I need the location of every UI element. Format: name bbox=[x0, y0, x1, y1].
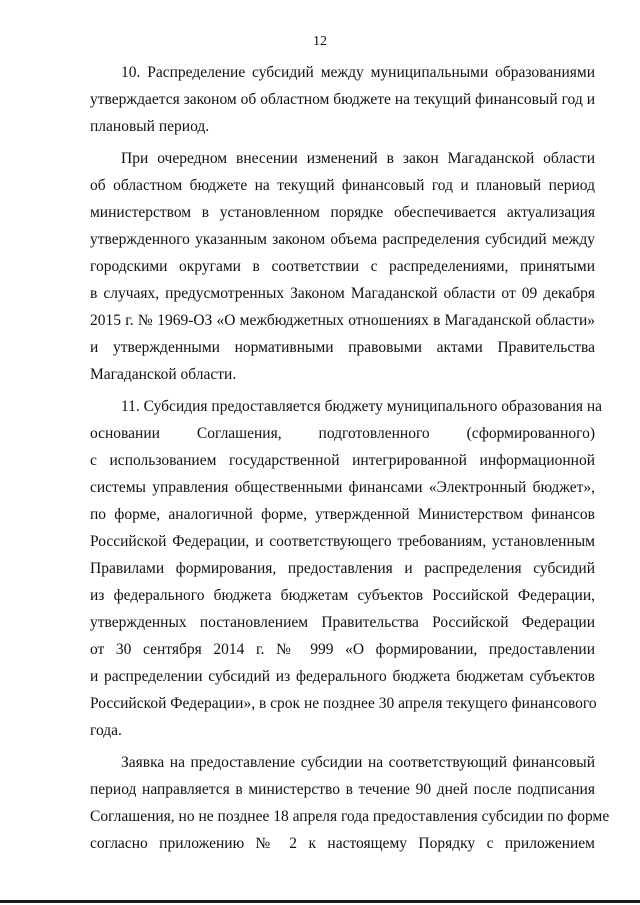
text-line: 11. Субсидия предоставляется бюджету муниципального образования на bbox=[121, 398, 603, 415]
scan-edge-line bbox=[0, 900, 640, 903]
text-line: городскими округами в соответствии с распределениями, принятыми bbox=[90, 258, 595, 275]
text-line: с использованием государственной интегрированной информационной bbox=[90, 452, 595, 469]
text-line: основании Соглашения, подготовленного (сформированного) bbox=[90, 425, 595, 442]
text-line: 2015 г. № 1969-ОЗ «О межбюджетных отношениях в Магаданской области» bbox=[90, 312, 595, 329]
text-line: При очередном внесении изменений в закон Магаданской области bbox=[121, 150, 595, 167]
text-line: от 30 сентября 2014 г. № 999 «О формировании, предоставлении bbox=[90, 641, 595, 658]
text-line: Соглашения, но не позднее 18 апреля года предоставления субсидии по форме bbox=[90, 808, 610, 825]
text-line: утверждается законом об областном бюджете на текущий финансовый год и bbox=[90, 91, 595, 108]
text-line: министерством в установленном порядке обеспечивается актуализация bbox=[90, 204, 595, 221]
text-line: года. bbox=[90, 722, 122, 739]
text-line: из федерального бюджета бюджетам субъектов Российской Федерации, bbox=[90, 587, 595, 604]
text-line: согласно приложению № 2 к настоящему Порядку с приложением bbox=[90, 835, 595, 852]
text-line: 10. Распределение субсидий между муниципальными образованиями bbox=[121, 64, 595, 81]
page-number: 12 bbox=[313, 34, 327, 49]
text-line: Магаданской области. bbox=[90, 366, 237, 383]
text-line: и распределении субсидий из федерального бюджета бюджетам субъектов bbox=[90, 668, 595, 685]
text-line: по форме, аналогичной форме, утвержденной Министерством финансов bbox=[90, 506, 595, 523]
text-line: плановый период. bbox=[90, 118, 210, 135]
document-body bbox=[90, 59, 610, 857]
text-line: об областном бюджете на текущий финансовый год и плановый период bbox=[90, 177, 595, 194]
text-line: период направляется в министерство в течение 90 дней после подписания bbox=[90, 781, 595, 798]
text-line: утвержденного указанным законом объема распределения субсидий между bbox=[90, 231, 595, 248]
text-line: Российской Федерации», в срок не позднее 30 апреля текущего финансового bbox=[90, 695, 597, 712]
text-line: Правилами формирования, предоставления и распределения субсидий bbox=[90, 560, 595, 577]
text-line: Российской Федерации, и соответствующего требованиям, установленным bbox=[90, 533, 595, 550]
text-line: системы управления общественными финансами «Электронный бюджет», bbox=[90, 479, 595, 496]
text-line: и утвержденными нормативными правовыми актами Правительства bbox=[90, 339, 595, 356]
text-line: утвержденных постановлением Правительства Российской Федерации bbox=[90, 614, 595, 631]
text-line: Заявка на предоставление субсидии на соответствующий финансовый bbox=[121, 754, 595, 771]
text-line: в случаях, предусмотренных Законом Магаданской области от 09 декабря bbox=[90, 285, 595, 302]
